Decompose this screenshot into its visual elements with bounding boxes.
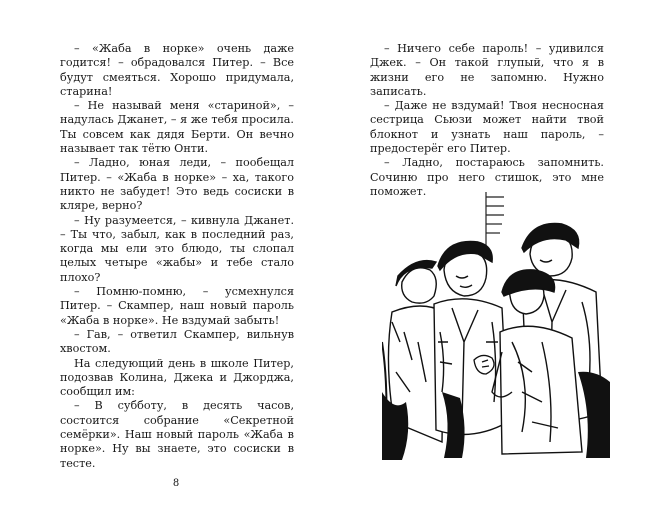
right-page-text (370, 42, 604, 199)
paragraph: – Ладно, постараюсь запомнить. Сочиню про него стишок, это мне поможет. (370, 156, 604, 198)
paragraph: – Ну разумеется, – кивнула Джанет. – Ты что, забыл, как в последний раз, когда мы ели это блюдо, ты слопал целых четыре «жабы» и тебе стало плохо? (60, 213, 294, 284)
paragraph: – Ладно, юная леди, – пообещал Питер. – «Жаба в норке» – ха, такого никто не забудет! Это ведь сосиски в кляре, верно? (60, 156, 294, 213)
page-number: 8 (172, 478, 180, 489)
paragraph: – Не называй меня «стариной», – надулась Джанет, – я же тебя просила. Ты совсем как дядя Берти. Он вечно называет так тётю Онти. (60, 99, 294, 156)
left-page-text (60, 42, 294, 471)
paragraph: – Ничего себе пароль! – удивился Джек. – Он такой глупый, что я в жизни его не запомню. Нужно записать. (370, 42, 604, 98)
paragraph: На следующий день в школе Питер, подозвав Колина, Джека и Джорджа, сообщил им: (60, 356, 294, 399)
paragraph: – «Жаба в норке» очень даже годится! – обрадовался Питер. – Все будут смеяться. Хорошо придумала, старина! (60, 42, 294, 98)
paragraph: – В субботу, в десять часов, состоится собрание «Секретной семёрки». Наш новый пароль «Жаба в норке». Ну вы знаете, это сосиски в тесте. (60, 399, 294, 470)
paragraph: – Помню-помню, – усмехнулся Питер. – Скампер, наш новый пароль «Жаба в норке». Не вздумай забыть! (60, 285, 294, 327)
group-of-boys-illustration (382, 192, 610, 462)
paragraph: – Гав, – ответил Скампер, вильнув хвостом. (60, 327, 294, 356)
paragraph: – Даже не вздумай! Твоя несносная сестрица Сьюзи может найти твой блокнот и узнать наш пароль, – предостерёг его Питер. (370, 99, 604, 156)
